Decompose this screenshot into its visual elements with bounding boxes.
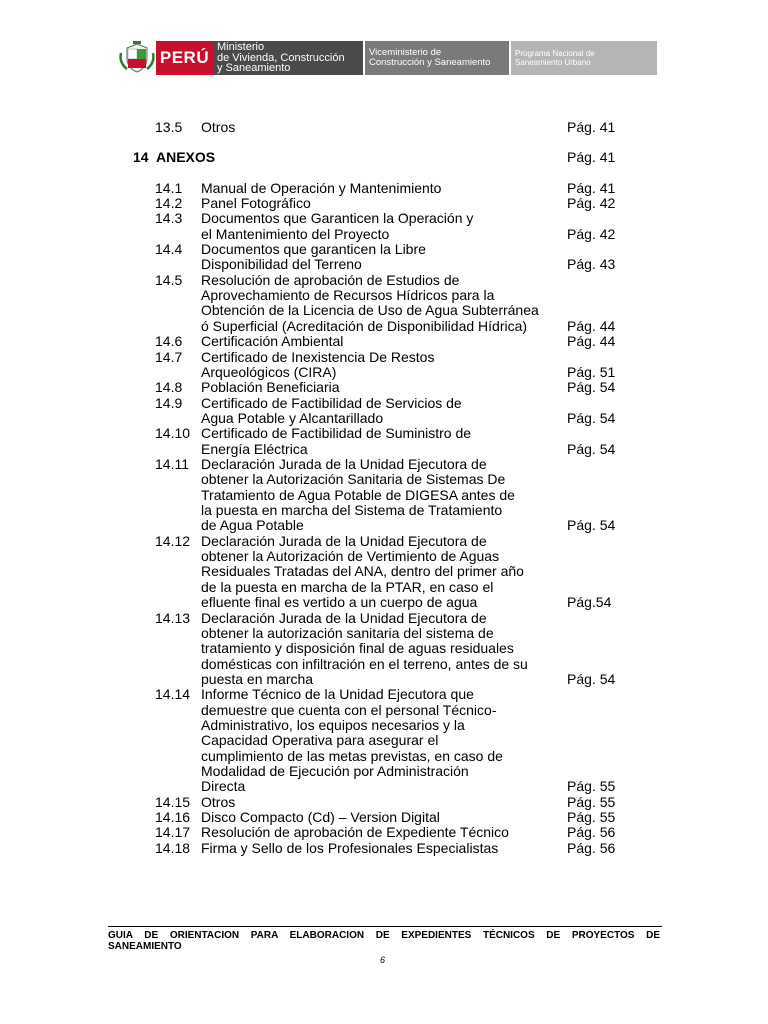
toc-entry-title: Declaración Jurada de la Unidad Ejecutora de xyxy=(201,456,487,472)
toc-entry-title: obtener la Autorización de Vertimiento de Aguas xyxy=(201,548,500,565)
toc-entry-title: Declaración Jurada de la Unidad Ejecutora de xyxy=(201,532,487,549)
toc-entry-number: 14.9 xyxy=(155,394,183,411)
toc-entry-title: Documentos que garanticen la Libre xyxy=(201,241,426,258)
toc-entry-page: Pág. 42 xyxy=(567,195,616,212)
footer-divider xyxy=(108,926,662,927)
toc-entry-title: Firma y Sello de los Profesionales Especialistas xyxy=(201,839,499,856)
toc-entry-page: Pág. 56 xyxy=(567,824,616,841)
toc-entry-page: Pág. 56 xyxy=(567,839,616,856)
toc-entry-number: 14.6 xyxy=(155,333,183,350)
coat-of-arms-icon xyxy=(118,41,156,75)
toc-entry-number: 14.14 xyxy=(155,686,191,703)
toc-entry-title: efluente final es vertido a un cuerpo de agua xyxy=(201,594,478,611)
toc-entry-page: Pág. 43 xyxy=(567,256,616,273)
toc-entry-title: de la puesta en marcha de la PTAR, en caso el xyxy=(201,578,494,595)
toc-entry-title: Certificado de Inexistencia De Restos xyxy=(201,348,435,365)
toc-entry-number: 14.18 xyxy=(155,839,191,856)
toc-entry-title: Población Beneficiaria xyxy=(201,379,340,396)
footer-title: GUIA DE ORIENTACION PARA ELABORACION DE EXPEDIENTES TÉCNICOS DE PROYECTOS DE SANEAMIENTO xyxy=(108,930,660,952)
toc-entry-title: Obtención de la Licencia de Uso de Agua Subterránea xyxy=(201,302,539,319)
toc-entry-title: Capacidad Operativa para asegurar el xyxy=(201,732,439,749)
toc-entry-number: 14.2 xyxy=(155,195,183,212)
toc-entry-number: 13.5 xyxy=(155,119,183,135)
toc-entry-title: Certificación Ambiental xyxy=(201,333,344,350)
toc-entry-number: 14.16 xyxy=(155,809,191,826)
toc-entry-number: 14.5 xyxy=(155,271,183,288)
toc-entry-title: Energía Eléctrica xyxy=(201,440,308,457)
toc-entry-page: Pág. 44 xyxy=(567,333,616,350)
viceministry-label: Viceministerio de Construcción y Saneamiento xyxy=(365,41,509,75)
toc-entry-title: Certificado de Factibilidad de Suministro de xyxy=(201,425,472,442)
toc-entry-title: Resolución de aprobación de Estudios de xyxy=(201,271,460,288)
toc-entry-page: Pág. 44 xyxy=(567,317,616,334)
toc-entry-title: Agua Potable y Alcantarillado xyxy=(201,409,384,426)
toc-entry-number: 14.17 xyxy=(155,824,191,841)
toc-entry-title: Administrativo, los equipos necesarios y la xyxy=(201,716,465,733)
toc-entry-title: el Mantenimiento del Proyecto xyxy=(201,225,390,242)
toc-entry-number: 14.13 xyxy=(155,609,191,626)
toc-entry-page: Pág.54 xyxy=(567,594,612,611)
toc-entry-number: 14 xyxy=(133,149,149,166)
toc-entry-page: Pág. 54 xyxy=(567,409,616,426)
toc-entry-title: cumplimiento de las metas previstas, en caso de xyxy=(201,747,503,764)
toc-entry-title: domésticas con infiltración en el terreno, antes de su xyxy=(201,655,528,672)
toc-entry-title: Manual de Operación y Mantenimiento xyxy=(201,179,442,196)
toc-entry-number: 14.15 xyxy=(155,793,191,810)
toc-entry-page: Pág. 41 xyxy=(567,119,616,135)
toc-entry-title: Arqueológicos (CIRA) xyxy=(201,363,337,380)
toc-entry-number: 14.4 xyxy=(155,241,183,258)
toc-entry-page: Pág. 54 xyxy=(567,517,616,534)
toc-entry-title: Resolución de aprobación de Expediente Técnico xyxy=(201,824,509,841)
toc-entry-number: 14.3 xyxy=(155,210,183,227)
toc-entry-title: Disco Compacto (Cd) – Version Digital xyxy=(201,809,440,826)
toc-entry-page: Pág. 54 xyxy=(567,379,616,396)
toc-entry-title: puesta en marcha xyxy=(201,670,314,687)
toc-entry-page: Pág. 55 xyxy=(567,793,616,810)
toc-entry-page: Pág. 55 xyxy=(567,778,616,795)
toc-entry-page: Pág. 41 xyxy=(567,149,616,166)
toc-entry-number: 14.11 xyxy=(155,456,189,472)
toc-entry-title: Documentos que Garanticen la Operación y xyxy=(201,210,474,227)
toc-entry-title: Informe Técnico de la Unidad Ejecutora que xyxy=(201,686,474,703)
toc-entry-title: obtener la autorización sanitaria del sistema de xyxy=(201,624,494,641)
toc-entry-title: Disponibilidad del Terreno xyxy=(201,256,362,273)
toc-entry-title: Tratamiento de Agua Potable de DIGESA antes de xyxy=(201,486,515,503)
toc-entry-number: 14.7 xyxy=(155,348,183,365)
page-number: 6 xyxy=(380,955,386,965)
toc-entry-title: Certificado de Factibilidad de Servicios de xyxy=(201,394,462,411)
toc-entry-page: Pág. 42 xyxy=(567,225,616,242)
toc-entry-title: Directa xyxy=(201,778,246,795)
toc-entry-title: demuestre que cuenta con el personal Técnico- xyxy=(201,701,497,718)
toc-entry-title: Otros xyxy=(201,119,236,135)
toc-entry-title: Residuales Tratadas del ANA, dentro del primer año xyxy=(201,563,524,580)
toc-entry-page: Pág. 55 xyxy=(567,809,616,826)
toc-entry-title: tratamiento y disposición final de aguas residuales xyxy=(201,640,514,657)
program-label: Programa Nacional de Saneamiento Urbano xyxy=(511,41,657,75)
toc-entry-page: Pág. 51 xyxy=(567,363,616,380)
country-label: PERÚ xyxy=(156,41,213,75)
ministry-label: Ministerio de Vivienda, Construcción y Saneamiento xyxy=(213,41,363,75)
toc-entry-title: la puesta en marcha del Sistema de Tratamiento xyxy=(201,502,503,519)
toc-entry-page: Pág. 54 xyxy=(567,670,616,687)
toc-entry-title: Modalidad de Ejecución por Administración xyxy=(201,763,469,779)
toc-entry-title: ó Superficial (Acreditación de Disponibilidad Hídrica) xyxy=(201,317,528,334)
toc-entry-number: 14.1 xyxy=(155,179,183,196)
toc-entry-title: Otros xyxy=(201,793,236,810)
toc-entry-page: Pág. 41 xyxy=(567,179,616,196)
toc-entry-page: Pág. 54 xyxy=(567,440,616,457)
toc-entry-title: Panel Fotográfico xyxy=(201,195,311,212)
toc-entry-title: Aprovechamiento de Recursos Hídricos para la xyxy=(201,287,495,304)
toc-entry-title: de Agua Potable xyxy=(201,517,304,534)
document-header xyxy=(118,41,660,75)
toc-entry-title: Declaración Jurada de la Unidad Ejecutora de xyxy=(201,609,487,626)
toc-entry-number: 14.10 xyxy=(155,425,191,442)
toc-entry-title: ANEXOS xyxy=(156,149,216,166)
toc-entry-number: 14.8 xyxy=(155,379,183,396)
toc-entry-title: obtener la Autorización Sanitaria de Sistemas De xyxy=(201,471,506,488)
toc-entry-number: 14.12 xyxy=(155,532,191,549)
